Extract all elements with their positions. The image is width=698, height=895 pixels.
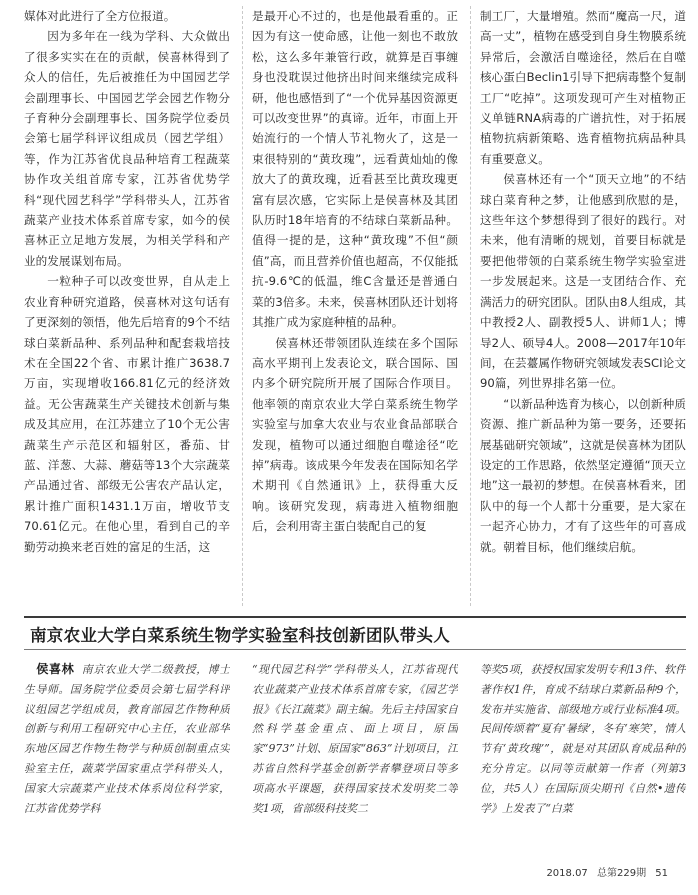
bio-name: 侯喜林 xyxy=(36,662,75,676)
article-column-3 xyxy=(480,6,686,608)
article-column-1 xyxy=(24,6,230,608)
page-number: 51 xyxy=(655,868,668,879)
bio-box xyxy=(24,660,686,842)
column-divider xyxy=(470,6,471,606)
paragraph: “以新品种选育为核心，以创新种质资源、推广新品种为第一要务，还要拓展基础研究领域”，这就是侯喜林为团队设定的工作思路，依然坚定遵循“顶天立地”这一最初的梦想。在侯喜林看来，团队中的每一个人都十分重要，是大家在一起齐心协力，才有了这些年的可喜成就。朝着目标，他们继续启航。 xyxy=(480,396,686,554)
bio-paragraph xyxy=(24,660,230,818)
paragraph: 制工厂，大量增殖。然而“魔高一尺，道高一丈”，植物在感受到自身生物膜系统异常后，会激活自噬途径，然后在自噬核心蛋白Beclin1引导下把病毒整个复制工厂“吃掉”。这项发现可产生对植物正义单链RNA病毒的广谱抗性，对于拓展植物抗病新策略、选育植物抗病品种具有重要意义。 xyxy=(480,9,686,166)
page-footer xyxy=(540,864,668,879)
article-column-2 xyxy=(252,6,458,608)
bio-column-3 xyxy=(480,660,686,842)
paragraph: 媒体对此进行了全方位报道。 xyxy=(24,9,176,23)
bio-text: 南京农业大学二级教授，博士生导师。国务院学位委员会第七届学科评议组园艺学组成员，教育部园艺作物种质创新与利用工程研究中心主任，农业部华东地区园艺作物生物学与种质创制重点实验室主任，蔬菜学国家重点学科带头人，国家大宗蔬菜产业技术体系岗位科学家，江苏省优势学科 xyxy=(24,663,230,815)
paragraph: 是最开心不过的，也是他最看重的。正因为有这一使命感，让他一刻也不敢放松，这么多年兼管行政，就算是百事缠身也没耽误过他挤出时间来继续完成科研，他也感悟到了“一个优异基因资源更可以改变世界”的真谛。近年，市面上开始流行的一个情人节礼物火了，这是一束很特别的“黄玫瑰”，远看黄灿灿的像放大了的黄玫瑰，近看甚至比黄玫瑰更富有层次感，它实际上是侯喜林及其团队历时18年培育的不结球白菜新品种。值得一提的是，这种“黄玫瑰”不但“颜值”高，而且营养价值也超高，不仅能抵抗-9.6℃的低温，维C含量还是普通白菜的3倍多。未来，侯喜林团队还计划将其推广成为家庭种植的品种。 xyxy=(252,9,458,330)
section-banner xyxy=(24,616,686,650)
bio-text: “现代园艺科学”学科带头人，江苏省现代农业蔬菜产业技术体系首席专家，《园艺学报》《长江蔬菜》副主编。先后主持国家自然科学基金重点、面上项目，原国家“973”计划、原国家“863”计划项目，江苏省自然科学基金创新学者攀登项目等多项高水平课题，获得国家技术发明奖二等奖1项，省部级科技奖二 xyxy=(252,663,458,815)
issue-number: 总第229期 xyxy=(596,868,647,879)
paragraph: 因为多年在一线为学科、大众做出了很多实实在在的贡献，侯喜林得到了众人的信任，先后被推任为中国园艺学会副理事长、中国园艺学会园艺作物分子育种分会副理事长、国务院学位委员会第七届学科评议组成员（园艺学组）等，作为江苏省优良品种培育工程蔬菜协作攻关组首席专家，江苏省优势学科“现代园艺科学”学科带头人，江苏省蔬菜产业技术体系首席专家，如今的侯喜林正立足地方发展，为相关学科和产业的发展谋划布局。 xyxy=(24,29,230,268)
issue-date: 2018.07 xyxy=(546,868,588,879)
column-divider xyxy=(242,6,243,606)
bio-column-1 xyxy=(24,660,230,842)
bio-text: 等奖5项，获授权国家发明专利13件、软件著作权1件，育成不结球白菜新品种9个，发布并实施省、部级地方或行业标准4项。民间传颂着“夏有‘暑绿’，冬有‘寒笑’，情人节有‘黄玫瑰’”，就是对其团队育成品种的充分肯定。以同等贡献第一作者（列第3位，共5人）在国际顶尖期刊《自然•遗传学》上发表了“白菜 xyxy=(480,663,686,815)
article-body xyxy=(24,6,686,608)
paragraph: 一粒种子可以改变世界，自从走上农业育种研究道路，侯喜林对这句话有了更深刻的领悟，他先后培育的9个不结球白菜新品种、系列品种和配套栽培技术在全国22个省、市累计推广3638.7万亩，实现增收166.81亿元的经济效益。无公害蔬菜生产关键技术创新与集成及其应用，在江苏建立了10个无公害蔬菜生产示范区和辐射区，番茄、甘蓝、洋葱、大蒜、蘑菇等13个大宗蔬菜产品通过省、部级无公害农产品认定，累计推广面积1431.1万亩，增收节支70.61亿元。在他心里，看到自己的辛勤劳动换来老百姓的富足的生活，这 xyxy=(24,274,230,554)
banner-bottom-rule xyxy=(24,649,686,650)
section-title: 南京农业大学白菜系统生物学实验室科技创新团队带头人 xyxy=(30,626,450,645)
paragraph: 侯喜林还有一个“顶天立地”的不结球白菜育种之梦，让他感到欣慰的是，这些年这个梦想得到了很好的践行。对未来，他有清晰的规划，首要目标就是要把他带领的白菜系统生物学实验室进一步发展起来。这是一支团结合作、充满活力的研究团队。团队由8人组成，其中教授2人、副教授5人、讲师1人；博导2人、硕导4人。2008—2017年10年间，在芸薹属作物研究领域发表SCI论文90篇，列世界排名第一位。 xyxy=(480,172,686,391)
bio-column-2 xyxy=(252,660,458,842)
paragraph: 侯喜林还带领团队连续在多个国际高水平期刊上发表论文，联合国际、国内多个研究院所开展了国际合作项目。他率领的南京农业大学白菜系统生物学实验室与加拿大农业与农业食品部联合发现，植物可以通过细胞自噬途径“吃掉”病毒。该成果今年发表在国际知名学术期刊《自然通讯》上，获得重大反响。该研究发现，病毒进入植物细胞后，会利用寄主蛋白装配自己的复 xyxy=(252,335,458,534)
banner-top-rule xyxy=(24,616,686,618)
